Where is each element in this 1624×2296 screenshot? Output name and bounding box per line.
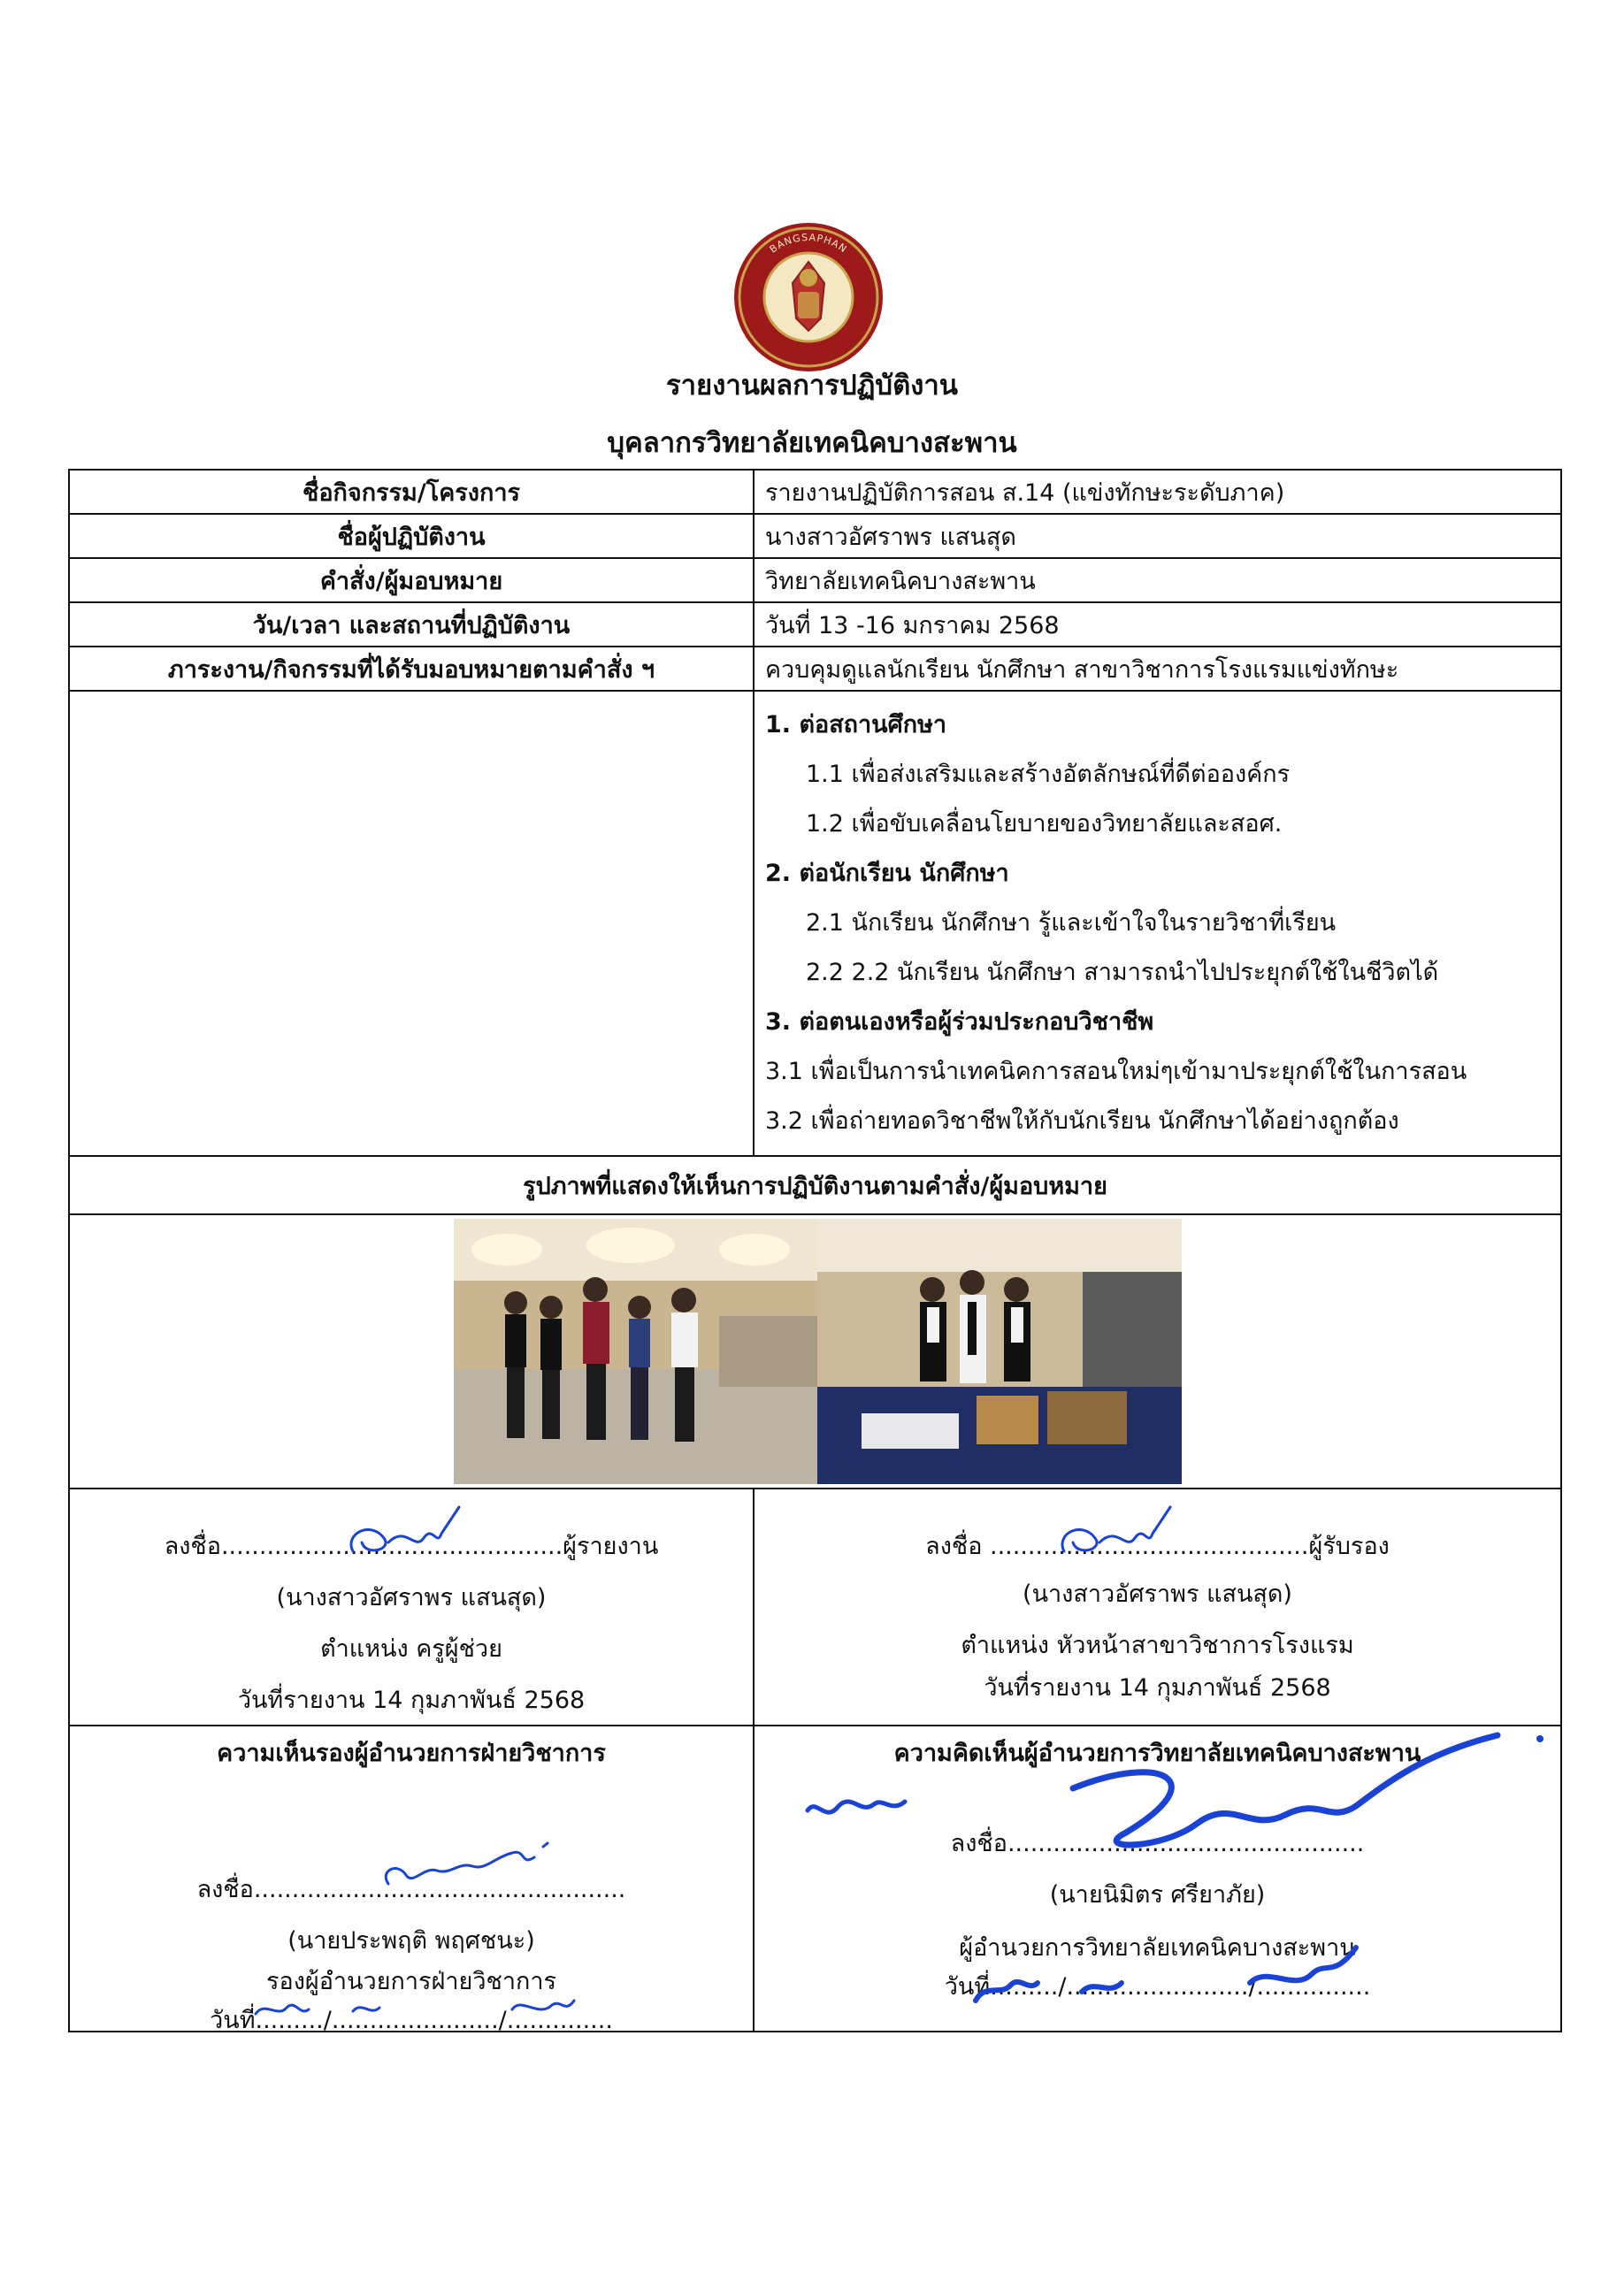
deputy-date-line: วันที่........./....................../.............. bbox=[210, 2007, 613, 2034]
photos-row bbox=[69, 1214, 1561, 1489]
field-label: ชื่อกิจกรรม/โครงการ bbox=[69, 470, 754, 514]
field-value: รายงานปฏิบัติการสอน ส.14 (แข่งทักษะระดับภาค) bbox=[754, 470, 1561, 514]
report-table bbox=[68, 469, 1562, 2032]
deputy-sign-line: ลงชื่อ................................................. bbox=[196, 1876, 626, 1903]
certifier-position: ตำแหน่ง หัวหน้าสาขาวิชาการโรงแรม bbox=[961, 1632, 1354, 1659]
reporter-name: (นางสาวอัศราพร แสนสุด) bbox=[276, 1584, 547, 1611]
objective-item: 2.2 2.2 นักเรียน นักศึกษา สามารถนำไปประยุกต์ใช้ในชีวิตได้ bbox=[806, 959, 1439, 986]
photo-bartender-station bbox=[817, 1219, 1182, 1484]
signature-row-2 bbox=[69, 1726, 1561, 2032]
objectives-row bbox=[69, 691, 1561, 1156]
certifier-signature-block bbox=[754, 1489, 1561, 1726]
director-opinion-block bbox=[754, 1726, 1561, 2032]
page-title: รายงานผลการปฏิบัติงาน bbox=[666, 370, 958, 402]
certifier-sign-line: ลงชื่อ ..........................................ผู้รับรอง bbox=[925, 1533, 1390, 1560]
objective-heading: 3. ต่อตนเองหรือผู้ร่วมประกอบวิชาชีพ bbox=[765, 1008, 1154, 1036]
certifier-name: (นางสาวอัศราพร แสนสุด) bbox=[1023, 1580, 1292, 1608]
director-position: ผู้อำนวยการวิทยาลัยเทคนิคบางสะพาน bbox=[959, 1934, 1356, 1962]
reporter-sign-line: ลงชื่อ.............................................ผู้รายงาน bbox=[164, 1533, 659, 1560]
deputy-position: รองผู้อำนวยการฝ่ายวิชาการ bbox=[265, 1968, 556, 1995]
reporter-signature-block bbox=[69, 1489, 754, 1726]
objective-item: 1.2 เพื่อขับเคลื่อนโยบายของวิทยาลัยและสอศ. bbox=[806, 810, 1283, 838]
deputy-name: (นายประพฤติ พฤศชนะ) bbox=[287, 1927, 535, 1955]
field-value: วิทยาลัยเทคนิคบางสะพาน bbox=[754, 558, 1561, 602]
table-row bbox=[69, 602, 1561, 647]
objectives-empty-cell bbox=[69, 691, 754, 1156]
reporter-position: ตำแหน่ง ครูผู้ช่วย bbox=[320, 1635, 502, 1663]
signature-row-1 bbox=[69, 1489, 1561, 1726]
field-label: คำสั่ง/ผู้มอบหมาย bbox=[69, 558, 754, 602]
field-label: ภาระงาน/กิจกรรมที่ได้รับมอบหมายตามคำสั่ง ฯ bbox=[69, 647, 754, 691]
objective-item: 2.1 นักเรียน นักศึกษา รู้และเข้าใจในรายวิชาที่เรียน bbox=[806, 909, 1337, 937]
table-row bbox=[69, 514, 1561, 558]
objective-heading: 2. ต่อนักเรียน นักศึกษา bbox=[765, 860, 1009, 887]
director-name: (นายนิมิตร ศรียาภัย) bbox=[1049, 1881, 1266, 1909]
director-date-line: วันที่........./......................../............... bbox=[944, 1973, 1371, 2001]
deputy-opinion-heading: ความเห็นรองผู้อำนวยการฝ่ายวิชาการ bbox=[217, 1740, 606, 1767]
certifier-date: วันที่รายงาน 14 กุมภาพันธ์ 2568 bbox=[984, 1674, 1331, 1702]
svg-text:BANGSAPHAN: BANGSAPHAN bbox=[767, 231, 850, 256]
field-label: ชื่อผู้ปฏิบัติงาน bbox=[69, 514, 754, 558]
page-subtitle: บุคลากรวิทยาลัยเทคนิคบางสะพาน bbox=[607, 427, 1017, 459]
field-value: วันที่ 13 -16 มกราคม 2568 bbox=[754, 602, 1561, 647]
photo-group-pose bbox=[454, 1219, 817, 1484]
photos-header: รูปภาพที่แสดงให้เห็นการปฏิบัติงานตามคำสั่ง/ผู้มอบหมาย bbox=[69, 1156, 1561, 1214]
field-value: ควบคุมดูแลนักเรียน นักศึกษา สาขาวิชาการโรงแรมแข่งทักษะ bbox=[754, 647, 1561, 691]
field-label: วัน/เวลา และสถานที่ปฏิบัติงาน bbox=[69, 602, 754, 647]
table-row bbox=[69, 647, 1561, 691]
deputy-director-opinion-block bbox=[69, 1726, 754, 2032]
objective-heading: 1. ต่อสถานศึกษา bbox=[765, 711, 947, 739]
objective-item: 3.1 เพื่อเป็นการนำเทคนิคการสอนใหม่ๆเข้ามาประยุกต์ใช้ในการสอน bbox=[765, 1058, 1467, 1085]
photos-header-row bbox=[69, 1156, 1561, 1214]
field-value: นางสาวอัศราพร แสนสุด bbox=[754, 514, 1561, 558]
table-row bbox=[69, 558, 1561, 602]
director-opinion-heading: ความคิดเห็นผู้อำนวยการวิทยาลัยเทคนิคบางสะพาน bbox=[893, 1740, 1421, 1767]
objective-item: 3.2 เพื่อถ่ายทอดวิชาชีพให้กับนักเรียน นักศึกษาได้อย่างถูกต้อง bbox=[765, 1107, 1399, 1135]
objectives-cell bbox=[754, 691, 1561, 1156]
objective-item: 1.1 เพื่อส่งเสริมและสร้างอัตลักษณ์ที่ดีต่อองค์กร bbox=[806, 761, 1291, 788]
reporter-date: วันที่รายงาน 14 กุมภาพันธ์ 2568 bbox=[237, 1687, 586, 1714]
director-sign-line: ลงชื่อ............................................... bbox=[950, 1830, 1365, 1857]
photos-cell bbox=[69, 1214, 1561, 1489]
college-logo bbox=[732, 221, 885, 373]
table-row bbox=[69, 470, 1561, 514]
